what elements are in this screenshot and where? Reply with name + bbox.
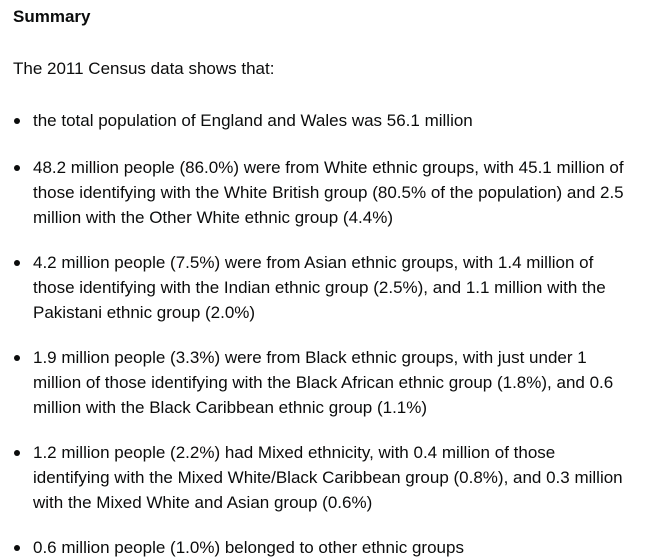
list-item bbox=[13, 155, 633, 230]
list-item bbox=[13, 535, 633, 560]
bullet-icon bbox=[14, 545, 20, 551]
list-item-text: 4.2 million people (7.5%) were from Asian ethnic groups, with 1.4 million of those identifying with the Indian ethnic group (2.5%), and 1.1 million with the Pakistani ethnic group (2.0%) bbox=[33, 253, 606, 322]
list-item bbox=[13, 108, 633, 133]
list-item bbox=[13, 440, 633, 515]
list-item-text: 1.9 million people (3.3%) were from Black ethnic groups, with just under 1 million of those identifying with the Black African ethnic group (1.8%), and 0.6 million with the Black Caribbean ethnic group (1.1%) bbox=[33, 348, 614, 417]
bullet-icon bbox=[14, 118, 20, 124]
list-item-text: the total population of England and Wales was 56.1 million bbox=[33, 111, 473, 130]
bullet-icon bbox=[14, 165, 20, 171]
list-item bbox=[13, 345, 633, 420]
bullet-icon bbox=[14, 355, 20, 361]
list-item-text: 1.2 million people (2.2%) had Mixed ethnicity, with 0.4 million of those identifying with the Mixed White/Black Caribbean group (0.8%), and 0.3 million with the Mixed White and Asian group (0.6%) bbox=[33, 443, 623, 512]
summary-intro: The 2011 Census data shows that: bbox=[13, 59, 275, 78]
summary-heading: Summary bbox=[13, 7, 91, 26]
summary-list bbox=[13, 108, 649, 560]
list-item-text: 48.2 million people (86.0%) were from White ethnic groups, with 45.1 million of those identifying with the White British group (80.5% of the population) and 2.5 million with the Other White ethnic group (4.4%) bbox=[33, 158, 624, 227]
list-item bbox=[13, 250, 633, 325]
bullet-icon bbox=[14, 450, 20, 456]
list-item-text: 0.6 million people (1.0%) belonged to other ethnic groups bbox=[33, 538, 464, 557]
bullet-icon bbox=[14, 260, 20, 266]
